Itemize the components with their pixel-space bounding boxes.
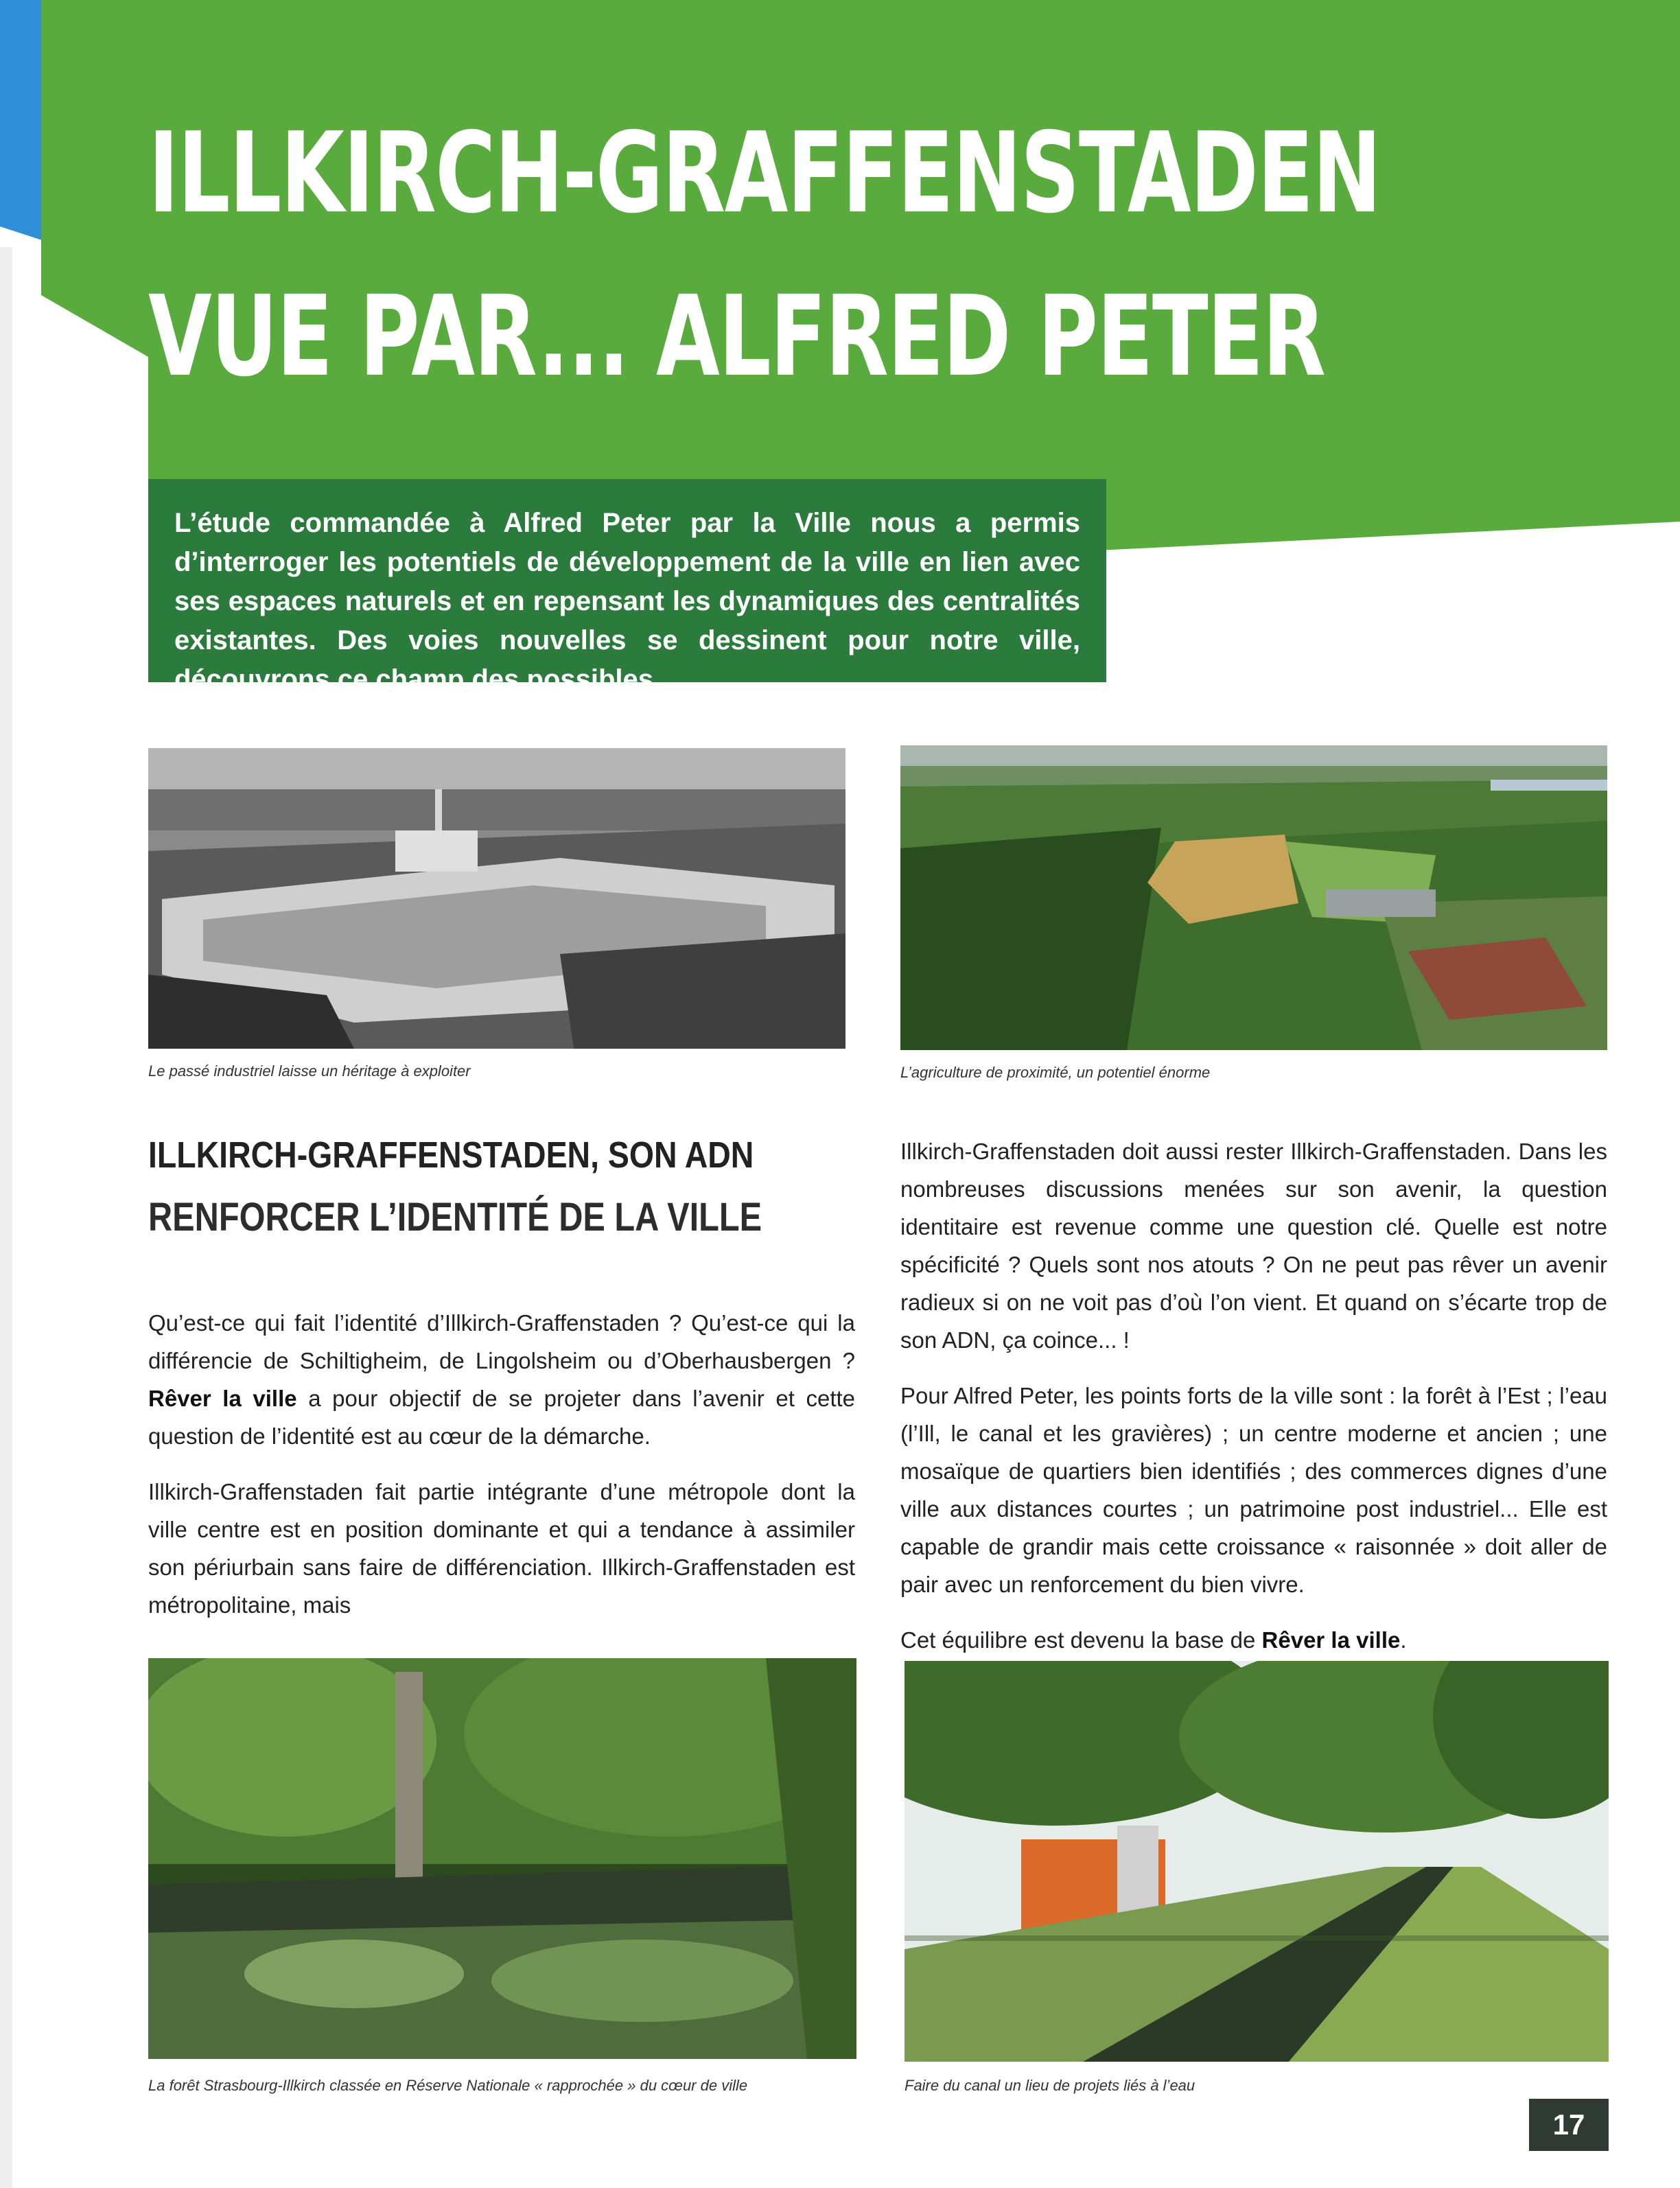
- right-paragraph-2: Pour Alfred Peter, les points forts de la ville sont : la forêt à l’Est ; l’eau (l’Ill, le canal et les gravières) ; un centre moderne et ancien ; une mosaïque de quartiers bien identifiés ; des commerces dignes d’une ville aux distances courtes ; un patrimoine post industriel... Elle est capable de grandir mais cette croissance « raisonnée » doit aller de pair avec un renforcement du bien vivre.: [900, 1383, 1607, 1597]
- photo-agriculture-aerial: [900, 745, 1607, 1050]
- right-p3-text-end: .: [1400, 1627, 1407, 1653]
- left-p1-text-end: a pour objectif de se projeter dans l’avenir et cette question de l’identité est au cœur de la démarche.: [148, 1386, 856, 1449]
- left-p1-emphasis: Rêver la ville: [148, 1386, 297, 1411]
- section-kicker: ILLKIRCH-GRAFFENSTADEN, SON ADN: [148, 1134, 754, 1176]
- right-text-column: [900, 1132, 1607, 1677]
- right-p3-emphasis: Rêver la ville: [1261, 1627, 1401, 1653]
- photo-canal: [905, 1661, 1609, 2062]
- section-title: RENFORCER L’IDENTITÉ DE LA VILLE: [148, 1195, 762, 1240]
- intro-box: [148, 479, 1106, 695]
- page-gutter-shadow: [0, 247, 12, 2188]
- left-paragraph-1: [148, 1304, 855, 1455]
- page-number: 17: [1552, 2108, 1585, 2141]
- left-paragraph-2: Illkirch-Graffenstaden fait partie intégrante d’une métropole dont la ville centre est en position dominante et qui a tendance à assimiler son périurbain sans faire de différenciation. Illkirch-Graffenstaden est métropolitaine, mais: [148, 1479, 855, 1618]
- page-title-line-1: ILLKIRCH-GRAFFENSTADEN: [148, 109, 1381, 238]
- photo-industrial-aerial: [148, 748, 845, 1049]
- right-p3-text: Cet équilibre est devenu la base de: [900, 1627, 1256, 1653]
- caption-industrial: Le passé industriel laisse un héritage à exploiter: [148, 1062, 471, 1080]
- left-p1-text: Qu’est-ce qui fait l’identité d’Illkirch-Graffenstaden ? Qu’est-ce qui la différencie de Schiltigheim, de Lingolsheim ou d’Oberhausbergen ?: [148, 1310, 855, 1373]
- right-paragraph-3: [900, 1621, 1607, 1659]
- caption-canal: Faire du canal un lieu de projets liés à l’eau: [905, 2077, 1195, 2094]
- intro-text: L’étude commandée à Alfred Peter par la Ville nous a permis d’interroger les potentiels de développement de la ville en lien avec ses espaces naturels et en repensant les dynamiques des centralités existantes. Des voies nouvelles se dessinent pour notre ville, découvrons ce champ des possibles...: [174, 508, 1080, 695]
- caption-agriculture: L’agriculture de proximité, un potentiel énorme: [900, 1064, 1211, 1081]
- caption-forest: La forêt Strasbourg-Illkirch classée en Réserve Nationale « rapprochée » du cœur de ville: [148, 2077, 748, 2094]
- photo-forest-pond: [148, 1658, 856, 2059]
- page-number-box: [1529, 2099, 1609, 2151]
- left-text-column: [148, 1304, 855, 1642]
- page-title-line-2: VUE PAR... ALFRED PETER: [148, 272, 1325, 401]
- right-paragraph-1: Illkirch-Graffenstaden doit aussi rester Illkirch-Graffenstaden. Dans les nombreuses discussions menées sur son avenir, la question identitaire est revenue comme une question clé. Quelle est notre spécificité ? Quels sont nos atouts ? On ne peut pas rêver un avenir radieux si on ne voit pas d’où l’on vient. Et quand on s’écarte trop de son ADN, ça coince... !: [900, 1139, 1607, 1353]
